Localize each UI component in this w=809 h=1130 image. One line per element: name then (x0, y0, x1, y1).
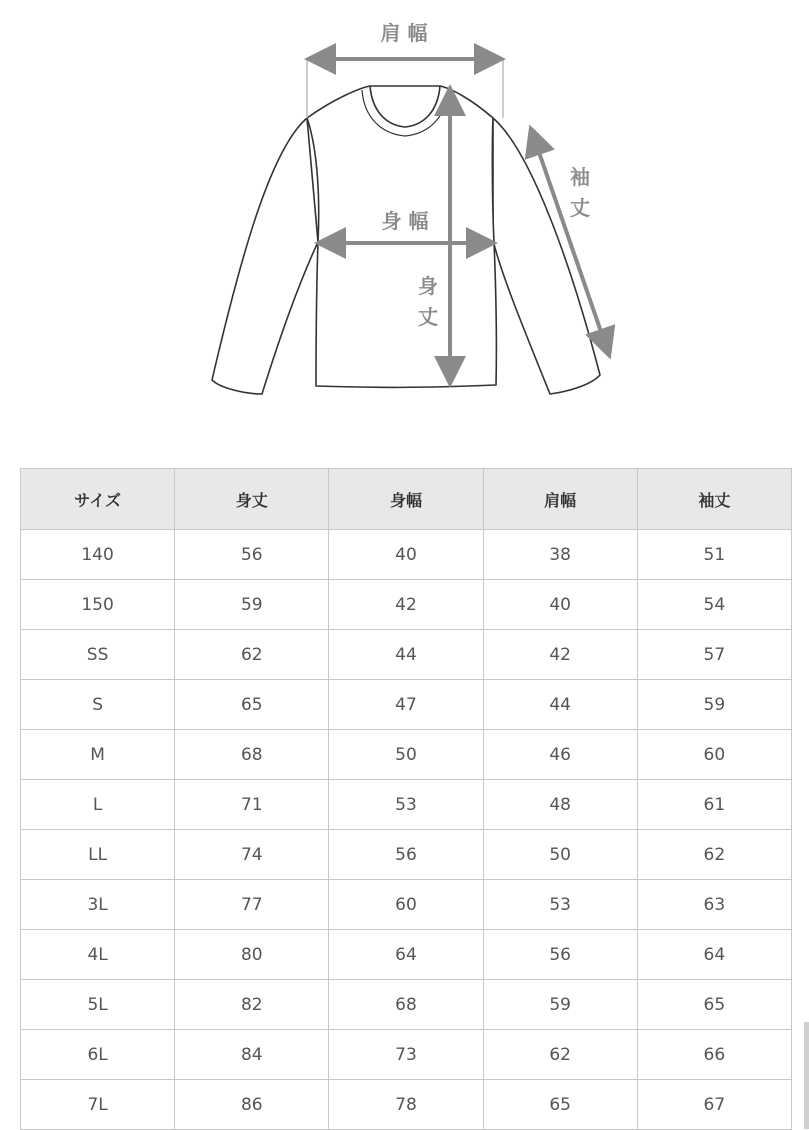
cell-length: 80 (175, 930, 329, 980)
cell-shoulder: 65 (483, 1080, 637, 1130)
cell-shoulder: 42 (483, 630, 637, 680)
table-row (21, 930, 792, 980)
header-length: 身丈 (175, 469, 329, 530)
body-width-label: 身 幅 (381, 209, 429, 233)
cell-body-width: 78 (329, 1080, 483, 1130)
table-row (21, 580, 792, 630)
cell-body-width: 47 (329, 680, 483, 730)
header-body-width: 身幅 (329, 469, 483, 530)
cell-sleeve: 63 (637, 880, 791, 930)
shirt-outline (212, 86, 600, 394)
cell-sleeve: 61 (637, 780, 791, 830)
table-row (21, 880, 792, 930)
table-row (21, 1080, 792, 1130)
cell-sleeve: 57 (637, 630, 791, 680)
cell-sleeve: 51 (637, 530, 791, 580)
cell-shoulder: 46 (483, 730, 637, 780)
cell-size: 6L (21, 1030, 175, 1080)
cell-shoulder: 50 (483, 830, 637, 880)
cell-sleeve: 64 (637, 930, 791, 980)
cell-sleeve: 65 (637, 980, 791, 1030)
length-label-top: 身 (418, 274, 438, 298)
cell-shoulder: 62 (483, 1030, 637, 1080)
cell-length: 86 (175, 1080, 329, 1130)
cell-length: 62 (175, 630, 329, 680)
table-header-row (21, 469, 792, 530)
table-row (21, 780, 792, 830)
cell-size: 140 (21, 530, 175, 580)
shirt-body (307, 86, 496, 387)
table-row (21, 730, 792, 780)
header-shoulder: 肩幅 (483, 469, 637, 530)
size-table (20, 468, 792, 1130)
size-diagram (0, 0, 809, 420)
cell-sleeve: 54 (637, 580, 791, 630)
cell-size: L (21, 780, 175, 830)
cell-body-width: 64 (329, 930, 483, 980)
cell-length: 77 (175, 880, 329, 930)
cell-body-width: 73 (329, 1030, 483, 1080)
cell-size: M (21, 730, 175, 780)
cell-length: 56 (175, 530, 329, 580)
cell-size: 7L (21, 1080, 175, 1130)
cell-shoulder: 44 (483, 680, 637, 730)
cell-length: 74 (175, 830, 329, 880)
cell-shoulder: 48 (483, 780, 637, 830)
cell-body-width: 60 (329, 880, 483, 930)
cell-sleeve: 60 (637, 730, 791, 780)
header-size: サイズ (21, 469, 175, 530)
cell-shoulder: 59 (483, 980, 637, 1030)
shoulder-label: 肩 幅 (380, 21, 428, 45)
table-row (21, 1030, 792, 1080)
length-label-bottom: 丈 (418, 305, 438, 329)
cell-size: 150 (21, 580, 175, 630)
cell-shoulder: 40 (483, 580, 637, 630)
table-row (21, 530, 792, 580)
table-row (21, 830, 792, 880)
cell-length: 65 (175, 680, 329, 730)
cell-shoulder: 38 (483, 530, 637, 580)
cell-size: 5L (21, 980, 175, 1030)
table-row (21, 630, 792, 680)
cell-body-width: 56 (329, 830, 483, 880)
cell-length: 71 (175, 780, 329, 830)
cell-body-width: 50 (329, 730, 483, 780)
cell-size: 4L (21, 930, 175, 980)
cell-size: S (21, 680, 175, 730)
cell-length: 68 (175, 730, 329, 780)
cell-body-width: 42 (329, 580, 483, 630)
cell-body-width: 53 (329, 780, 483, 830)
cell-sleeve: 62 (637, 830, 791, 880)
cell-shoulder: 53 (483, 880, 637, 930)
cell-length: 82 (175, 980, 329, 1030)
cell-sleeve: 66 (637, 1030, 791, 1080)
table-row (21, 980, 792, 1030)
cell-size: SS (21, 630, 175, 680)
left-sleeve (212, 118, 318, 394)
cell-size: LL (21, 830, 175, 880)
cell-body-width: 68 (329, 980, 483, 1030)
cell-length: 59 (175, 580, 329, 630)
cell-sleeve: 59 (637, 680, 791, 730)
right-sleeve (493, 118, 600, 394)
header-sleeve: 袖丈 (637, 469, 791, 530)
table-row (21, 680, 792, 730)
cell-body-width: 44 (329, 630, 483, 680)
sleeve-label-top: 袖 (570, 165, 590, 189)
cell-size: 3L (21, 880, 175, 930)
cell-sleeve: 67 (637, 1080, 791, 1130)
cell-body-width: 40 (329, 530, 483, 580)
sleeve-label-bottom: 丈 (570, 196, 590, 220)
cell-length: 84 (175, 1030, 329, 1080)
scrollbar-thumb[interactable] (804, 1022, 809, 1129)
cell-shoulder: 56 (483, 930, 637, 980)
